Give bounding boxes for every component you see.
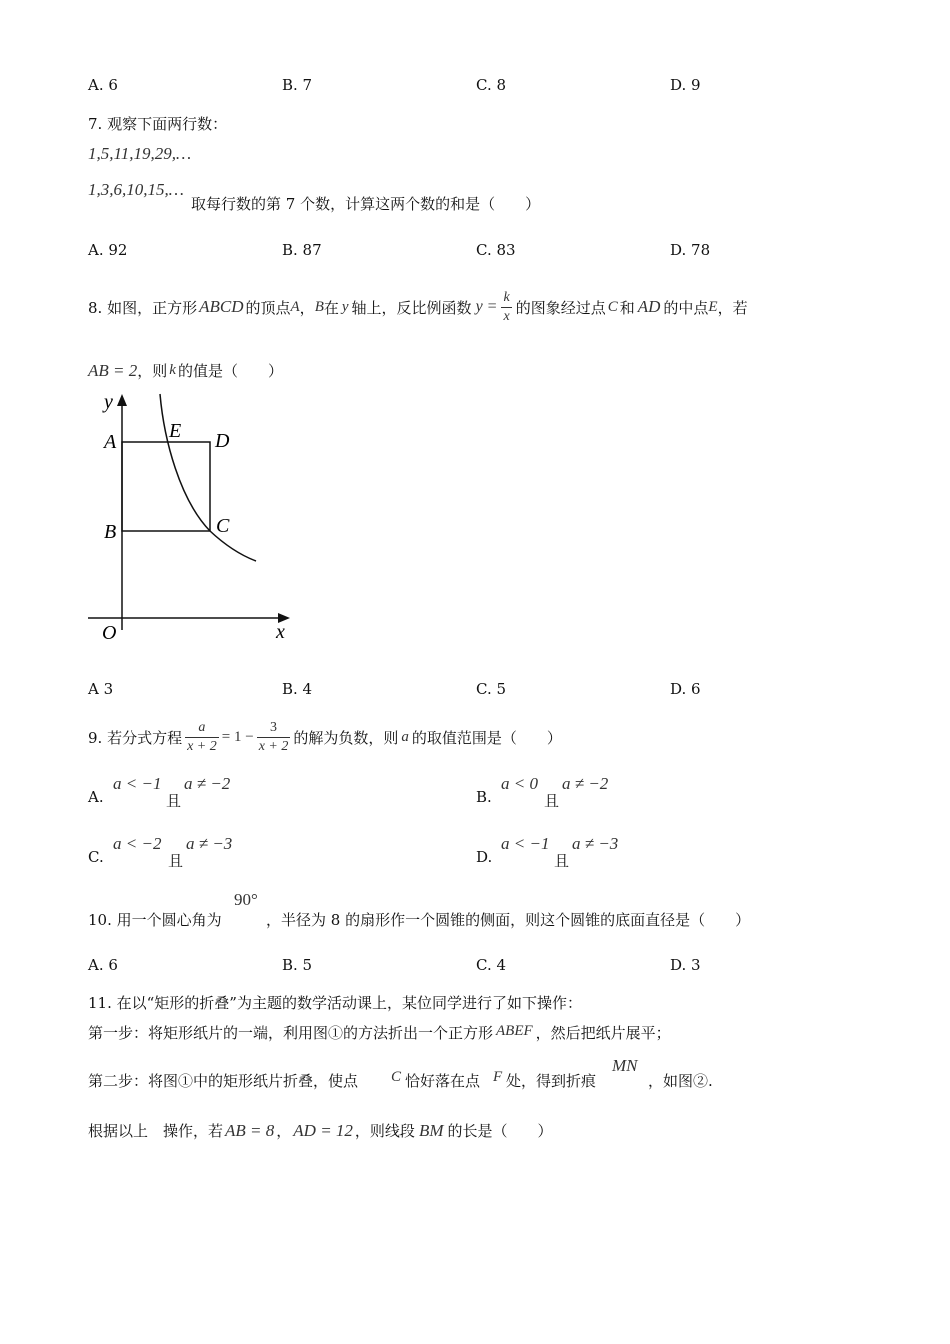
q10-option-a: A. 6 xyxy=(88,956,118,974)
q9-option-a-and: 且 xyxy=(166,792,182,810)
q9-option-c-m1: a < −2 xyxy=(113,834,162,853)
q7-question: 取每行数的第 7 个数，计算这两个数的和是（ ） xyxy=(191,195,541,213)
q7-option-b: B. 87 xyxy=(282,241,322,259)
q11-bm: BM xyxy=(418,1121,444,1140)
q8-func-lhs: y = xyxy=(475,298,498,315)
q8-option-a: A 3 xyxy=(88,680,114,698)
q9-option-c-letter: C. xyxy=(88,848,104,866)
q9-option-b xyxy=(476,774,836,810)
q7-row2: 1,3,6,10,15,… xyxy=(88,180,184,199)
y-axis-arrow-icon xyxy=(117,394,127,406)
q9-option-a-m2: a ≠ −2 xyxy=(184,774,231,793)
q7-stem: 7. 观察下面两行数： xyxy=(88,115,228,133)
q11-point-c: C xyxy=(391,1069,402,1085)
label-y: y xyxy=(104,391,113,413)
q11-ad-eq: AD = 12 xyxy=(293,1121,353,1140)
q8-func-denominator: x xyxy=(503,308,510,324)
label-c: C xyxy=(216,515,230,537)
q11-line3-a: 第二步：将图①中的矩形纸片折叠，使点 xyxy=(88,1072,359,1090)
q8-stem-line2 xyxy=(88,360,283,381)
q11-line2-a: 第一步：将矩形纸片的一端，利用图①的方法折出一个正方形 xyxy=(88,1024,494,1042)
q9-stem xyxy=(88,712,562,762)
q11-line3-d: ，如图②. xyxy=(648,1072,713,1090)
q11-abef: ABEF xyxy=(496,1023,533,1039)
q8-text-2: 的顶点 xyxy=(245,298,291,317)
q9-option-a-m1: a < −1 xyxy=(113,774,162,793)
label-e: E xyxy=(169,420,182,442)
q9-fraction-2 xyxy=(257,719,291,756)
q8-abcd: ABCD xyxy=(199,297,244,316)
label-b: B xyxy=(104,521,117,543)
q11-mn: MN xyxy=(612,1056,638,1075)
q9-text-2: 的解为负数，则 xyxy=(293,728,399,747)
q8-y-var: y xyxy=(341,298,349,315)
q9-fraction-1-num: a xyxy=(185,719,219,738)
q7-option-d: D. 78 xyxy=(670,241,711,259)
q11-line4-c: ，则线段 xyxy=(354,1122,415,1140)
q7-option-a: A. 92 xyxy=(88,241,128,259)
q8-comma: ， xyxy=(299,298,315,317)
q8-figure xyxy=(80,390,320,650)
square-abcd xyxy=(122,442,210,531)
q9-fraction-1-den: x + 2 xyxy=(187,738,217,754)
q11-line4 xyxy=(88,1120,553,1141)
q11-line1: 11. 在以“矩形的折叠”为主题的数学活动课上，某位同学进行了如下操作： xyxy=(88,994,582,1012)
q8-text-8: ，若 xyxy=(717,298,748,317)
q11-line3-b: 恰好落在点 xyxy=(405,1072,481,1090)
q6-option-a: A. 6 xyxy=(88,76,118,94)
q10-option-c: C. 4 xyxy=(476,956,507,974)
q9-option-a xyxy=(88,774,448,810)
q8-text-9: ，则 xyxy=(137,362,168,380)
q8-text-10: 的值是（ ） xyxy=(177,362,283,380)
q11-line2-b: ，然后把纸片展平； xyxy=(535,1024,671,1042)
q10-option-d: D. 3 xyxy=(670,956,701,974)
q9-option-a-letter: A. xyxy=(88,788,104,806)
q9-option-d xyxy=(476,834,836,870)
q9-eq-mid: = 1 − xyxy=(221,728,254,745)
q10-text-2: ，半径为 8 的扇形作一个圆锥的侧面，则这个圆锥的底面直径是（ ） xyxy=(266,911,751,929)
q11-line4-d: 的长是（ ） xyxy=(447,1122,553,1140)
q6-option-d: D. 9 xyxy=(670,76,701,94)
q8-ad: AD xyxy=(637,297,661,316)
q8-stem xyxy=(88,272,748,342)
q10-option-b: B. 5 xyxy=(282,956,313,974)
q7-row1: 1,5,11,19,29,… xyxy=(88,144,192,163)
q7-option-c: C. 83 xyxy=(476,241,516,259)
q9-option-c-m2: a ≠ −3 xyxy=(186,834,233,853)
q8-text-6: 和 xyxy=(619,298,635,317)
q8-option-c: C. 5 xyxy=(476,680,507,698)
q9-option-d-m2: a ≠ −3 xyxy=(572,834,619,853)
label-x: x xyxy=(276,621,285,643)
q8-func-fraction xyxy=(501,289,511,326)
q8-text-1: 8. 如图，正方形 xyxy=(88,298,198,317)
q8-func-numerator: k xyxy=(501,289,511,308)
q8-text-3: 在 xyxy=(323,298,339,317)
q9-option-d-and: 且 xyxy=(554,852,570,870)
q9-option-c xyxy=(88,834,448,870)
q11-line4-b: ， xyxy=(276,1122,292,1140)
q8-point-b: B xyxy=(314,298,324,315)
q9-option-b-m2: a ≠ −2 xyxy=(562,774,609,793)
q6-option-c: C. 8 xyxy=(476,76,507,94)
q10-angle: 90° xyxy=(234,890,258,909)
q10-text-1: 10. 用一个圆心角为 xyxy=(88,911,222,929)
q9-option-b-letter: B. xyxy=(476,788,492,806)
q11-line2 xyxy=(88,1022,671,1043)
q9-a-var: a xyxy=(401,728,409,745)
q8-text-4: 轴上，反比例函数 xyxy=(351,298,472,317)
q9-option-d-m1: a < −1 xyxy=(501,834,550,853)
q9-text-3: 的取值范围是（ ） xyxy=(411,728,562,747)
q8-point-e: E xyxy=(708,298,718,315)
q8-option-b: B. 4 xyxy=(282,680,313,698)
q8-point-a: A xyxy=(290,298,300,315)
q8-k-var: k xyxy=(169,362,176,378)
q9-option-c-and: 且 xyxy=(168,852,184,870)
q8-text-7: 的中点 xyxy=(663,298,709,317)
q11-point-f: F xyxy=(493,1069,503,1085)
q9-text-1: 9. 若分式方程 xyxy=(88,728,183,747)
q9-fraction-2-num: 3 xyxy=(257,719,291,738)
q8-option-d: D. 6 xyxy=(670,680,701,698)
q8-text-5: 的图象经过点 xyxy=(515,298,606,317)
q9-fraction-1 xyxy=(185,719,219,756)
q9-option-b-m1: a < 0 xyxy=(501,774,538,793)
label-o: O xyxy=(102,622,117,644)
q9-option-d-letter: D. xyxy=(476,848,493,866)
q9-fraction-2-den: x + 2 xyxy=(258,738,289,754)
q6-option-b: B. 7 xyxy=(282,76,313,94)
q11-ab-eq: AB = 8 xyxy=(225,1121,275,1140)
q11-line4-a: 根据以上 操作，若 xyxy=(88,1122,224,1140)
label-a: A xyxy=(104,431,117,453)
q9-option-b-and: 且 xyxy=(544,792,560,810)
label-d: D xyxy=(215,430,230,452)
q8-point-c: C xyxy=(607,298,618,315)
q8-ab-eq: AB = 2 xyxy=(88,360,138,380)
q11-line3-c: 处，得到折痕 xyxy=(506,1072,597,1090)
